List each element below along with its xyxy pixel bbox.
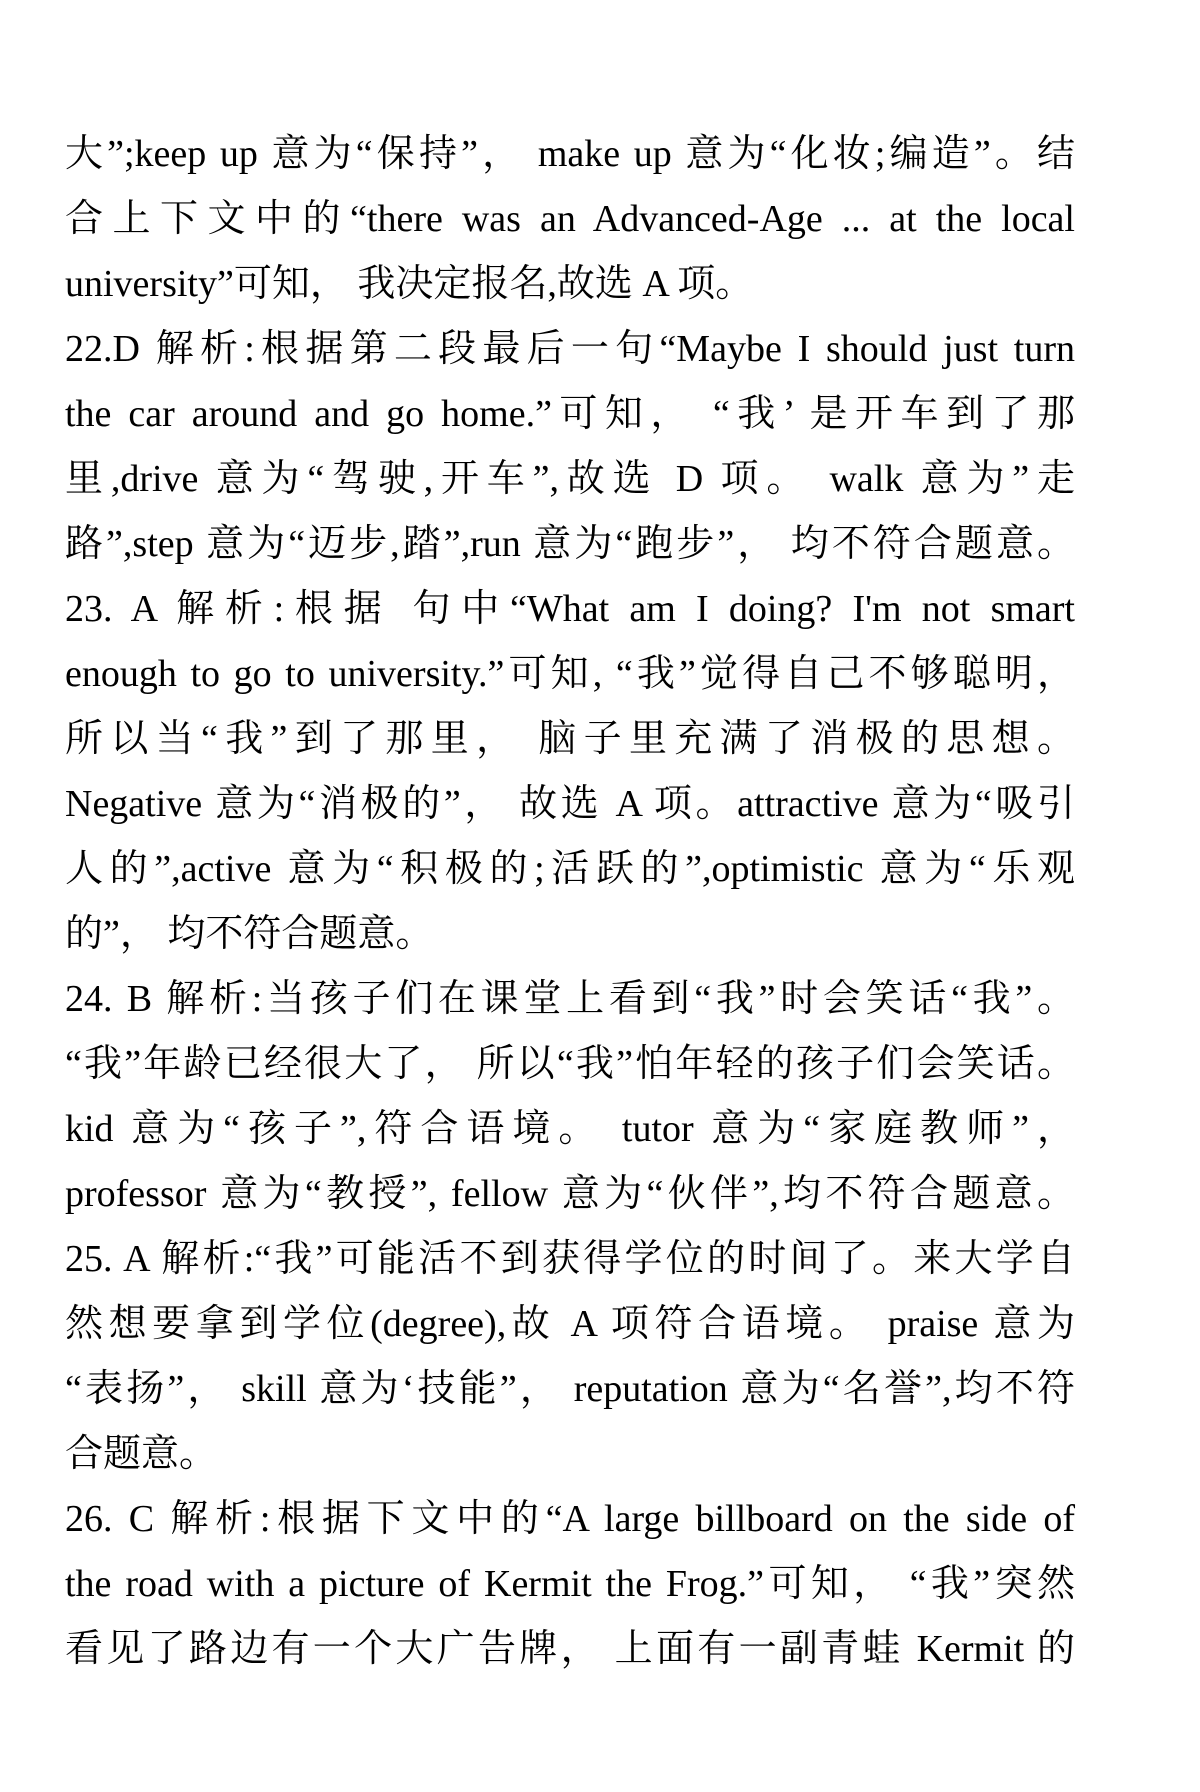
answer-paragraph-q24-explanation (65, 967, 1075, 1227)
text-line: 25. A 解析:“我”可能活不到获得学位的时间了。来大学自 (65, 1238, 1075, 1280)
text-line: 路”,step 意为“迈步,踏”,run 意为“跑步”， 均不符合题意。 (65, 523, 1075, 565)
text-line: 22.D 解析:根据第二段最后一句“Maybe I should just turn (65, 328, 1075, 370)
text-line: university”可知， 我决定报名,故选 A 项。 (65, 263, 754, 305)
text-line: the road with a picture of Kermit the Frog.”可知， “我”突然 (65, 1563, 1075, 1605)
text-line: professor 意为“教授”, fellow 意为“伙伴”,均不符合题意。 (65, 1173, 1075, 1215)
text-line: 人的”,active 意为“积极的;活跃的”,optimistic 意为“乐观 (65, 848, 1075, 890)
text-line: 23. A 解析:根据 句中“What am I doing? I'm not smart (65, 588, 1075, 630)
text-line: 然想要拿到学位(degree),故 A 项符合语境。 praise 意为 (65, 1303, 1075, 1345)
text-line: the car around and go home.”可知， “我’ 是开车到了那 (65, 393, 1075, 435)
text-line: 合上下文中的“there was an Advanced-Age ... at the local (65, 198, 1075, 240)
answer-paragraph-q22-explanation (65, 317, 1075, 577)
text-line: 看见了路边有一个大广告牌， 上面有一副青蛙 Kermit 的 (65, 1628, 1075, 1670)
answer-paragraph-q23-explanation (65, 577, 1075, 967)
text-line: enough to go to university.”可知, “我”觉得自己不够聪明， (65, 653, 1075, 695)
text-line: 所以当“我”到了那里， 脑子里充满了消极的思想。 (65, 718, 1075, 760)
text-line: 合题意。 (65, 1433, 218, 1475)
text-line: 24. B 解析:当孩子们在课堂上看到“我”时会笑话“我”。 (65, 978, 1075, 1020)
text-line: 26. C 解析:根据下文中的“A large billboard on the side of (65, 1498, 1075, 1540)
answer-paragraph-q26-explanation (65, 1487, 1075, 1682)
text-line: “表扬”， skill 意为‘技能”， reputation 意为“名誉”,均不符 (65, 1368, 1075, 1410)
answer-paragraph-q21-explanation-continuation (65, 122, 1075, 317)
text-line: Negative 意为“消极的”， 故选 A 项。attractive 意为“吸引 (65, 783, 1075, 825)
text-line: kid 意为“孩子”,符合语境。 tutor 意为“家庭教师”， (65, 1108, 1075, 1150)
text-line: “我”年龄已经很大了， 所以“我”怕年轻的孩子们会笑话。 (65, 1043, 1075, 1085)
text-line: 的”， 均不符合题意。 (65, 913, 434, 955)
text-line: 大”;keep up 意为“保持”， make up 意为“化妆;编造”。结 (65, 133, 1075, 175)
answer-paragraph-q25-explanation (65, 1227, 1075, 1487)
text-line: 里,drive 意为“驾驶,开车”,故选 D 项。 walk 意为”走 (65, 458, 1075, 500)
